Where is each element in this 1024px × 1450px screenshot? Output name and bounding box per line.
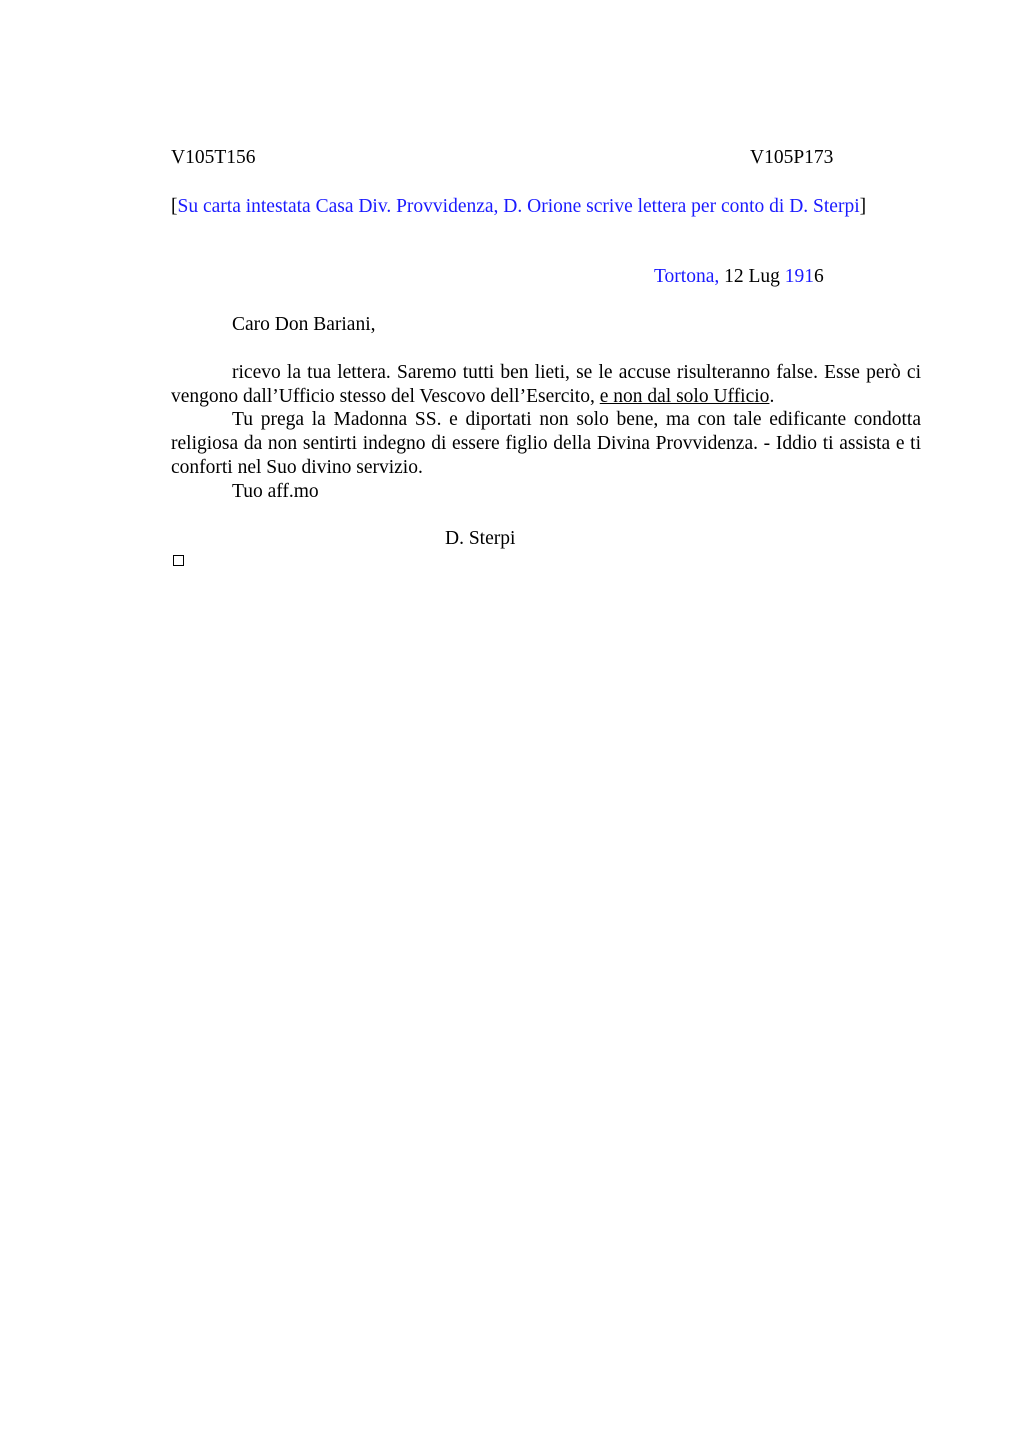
dateline-place: Tortona,	[654, 266, 720, 287]
letter-paragraph-2: Tu prega la Madonna SS. e diportati non solo bene, ma con tale edificante condotta religiosa da non sentirti indegno di essere figlio della Divina Provvidenza. - Iddio ti assista e ti conforti nel Suo divino servizio.	[171, 409, 921, 478]
dateline-year-last-digit: 6	[814, 266, 824, 287]
empty-square-icon	[173, 555, 184, 566]
paragraph-1-underlined: e non dal solo Ufficio	[599, 386, 770, 407]
closing: Tuo aff.mo	[232, 481, 319, 502]
editorial-note	[171, 195, 866, 219]
signature: D. Sterpi	[445, 528, 516, 549]
paragraph-1-end: .	[769, 386, 775, 407]
salutation: Caro Don Bariani,	[232, 314, 376, 335]
dateline-year-part: 191	[784, 266, 815, 287]
paragraph-1-text: ricevo la tua lettera. Saremo tutti ben lieti, se le accuse risulteranno false. Esse però ci vengono dall’Ufficio stesso del Vescovo dell’Esercito,	[171, 362, 921, 407]
dateline	[654, 265, 824, 289]
dateline-day-month: 12 Lug	[719, 266, 785, 287]
note-close-bracket: ]	[859, 196, 867, 217]
document-code-left: V105T156	[171, 147, 256, 168]
note-text: Su carta intestata Casa Div. Provvidenza, D. Orione scrive lettera per conto di D. Sterpi	[177, 196, 860, 217]
note-open-bracket: [	[171, 196, 178, 217]
letter-paragraph-1	[171, 361, 921, 409]
document-code-right: V105P173	[750, 147, 834, 168]
